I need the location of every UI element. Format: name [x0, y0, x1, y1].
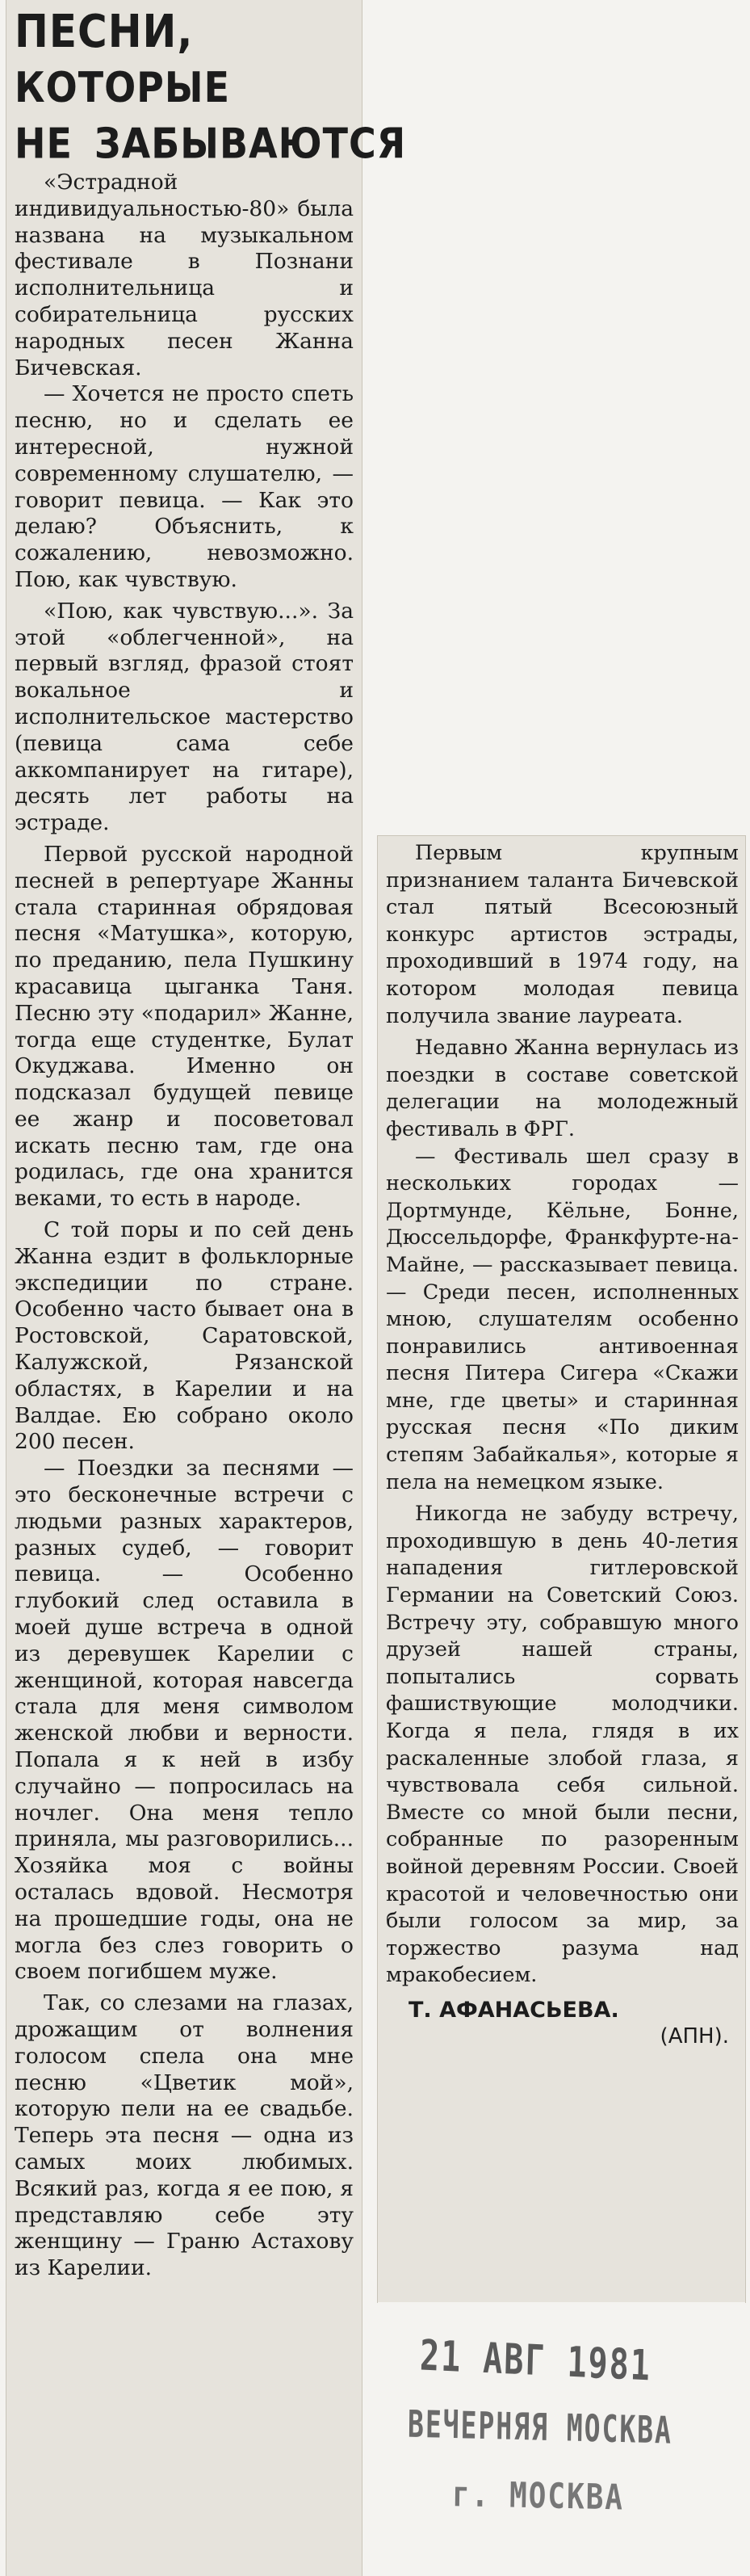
headline-line-2: КОТОРЫЕ	[15, 62, 230, 112]
paragraph: «Эстрадной индивидуальностью-80» была названа на музыкальном фестивале в Познани исполнительница и собирательница русских народных песен Жанна Бичевская.	[15, 170, 354, 380]
stamp-city: г. МОСКВА	[451, 2474, 625, 2519]
paragraph: Первым крупным признанием таланта Бичевской стал пятый Всесоюзный конкурс артистов эстрады, проходивший в 1974 году, на котором молодая певица получила звание лауреата.	[386, 841, 739, 1028]
article-right-column	[386, 840, 739, 2049]
article-left-column	[15, 3, 407, 2282]
headline-line-1: ПЕСНИ,	[15, 5, 194, 58]
paragraph: Первой русской народной песней в репертуаре Жанны стала старинная обрядовая песня «Матушка», которую, по преданию, пела Пушкину красавица цыганка Таня. Песню эту «подарил» Жанне, тогда еще студентке, Булат Окуджава. Именно он подсказал будущей певице ее жанр и посоветовал искать песню там, где она родилась, где она хранится веками, то есть в народе.	[15, 841, 354, 1212]
stamp-date: 21 АВГ 1981	[419, 2331, 652, 2391]
author-signature: Т. АФАНАСЬЕВА.	[409, 1997, 619, 2023]
paragraph: — Поездки за песнями — это бесконечные встречи с людьми разных характеров, разных судеб, — говорит певица. — Особенно глубокий след оставила в моей душе встреча в одной из деревушек Карелии с женщиной, которая навсегда стала для меня символом женской любви и верности. Попала я к ней в избу случайно — попросилась на ночлег. Она меня тепло приняла, мы разговорились... Хозяйка моя с войны осталась вдовой. Несмотря на прошедшие годы, она не могла без слез говорить о своем погибшем муже.	[15, 1456, 354, 1985]
article-headline	[15, 3, 407, 171]
paragraph: С той поры и по сей день Жанна ездит в фольклорные экспедиции по стране. Особенно часто бывает она в Ростовской, Саратовской, Калужской, Рязанской областях, в Карелии и на Валдае. Ею собрано около 200 песен.	[15, 1217, 354, 1455]
paragraph: — Фестиваль шел сразу в нескольких городах — Дортмунде, Кёльне, Бонне, Дюссельдорфе, Франкфурте-на-Майне, — рассказывает певица. — Среди песен, исполненных мною, слушателям особенно понравились антивоенная песня Питера Сигера «Скажи мне, где цветы» и старинная русская песня «По диким степям Забайкалья», которые я пела на немецком языке.	[386, 1144, 739, 1494]
paragraph: «Пою, как чувствую...». За этой «облегченной», на первый взгляд, фразой стоят вокальное и исполнительское мастерство (певица сама себе аккомпанирует на гитаре), десять лет работы на эстраде.	[15, 598, 354, 836]
paragraph: — Хочется не просто спеть песню, но и сделать ее интересной, нужной современному слушателю, — говорит певица. — Как это делаю? Объяснить, к сожалению, невозможно. Пою, как чувствую.	[15, 381, 354, 592]
stamp-newspaper: ВЕЧЕРНЯЯ МОСКВА	[407, 2402, 673, 2452]
paragraph: Никогда не забуду встречу, проходившую в день 40-летия нападения гитлеровской Германии на Советский Союз. Встречу эту, собравшую много друзей нашей страны, попытались сорвать фашиствующие молодчики. Когда я пела, глядя в их раскаленные злобой глаза, я чувствовала себя сильной. Вместе со мной были песни, собранные по разоренным войной деревням России. Своей красотой и человечностью они были голосом за мир, за торжество разума над мракобесием.	[386, 1502, 739, 1988]
paragraph: Так, со слезами на глазах, дрожащим от волнения голосом спела она мне песню «Цветик мой», которую пели на ее свадьбе. Теперь эта песня — одна из самых моих любимых. Всякий раз, когда я ее пою, я представляю себе эту женщину — Граню Астахову из Карелии.	[15, 1990, 354, 2281]
paragraph: Недавно Жанна вернулась из поездки в составе советской делегации на молодежный фестиваль в ФРГ.	[386, 1036, 739, 1141]
headline-line-3: НЕ ЗАБЫВАЮТСЯ	[15, 119, 407, 168]
news-agency: (АПН).	[660, 2023, 729, 2049]
